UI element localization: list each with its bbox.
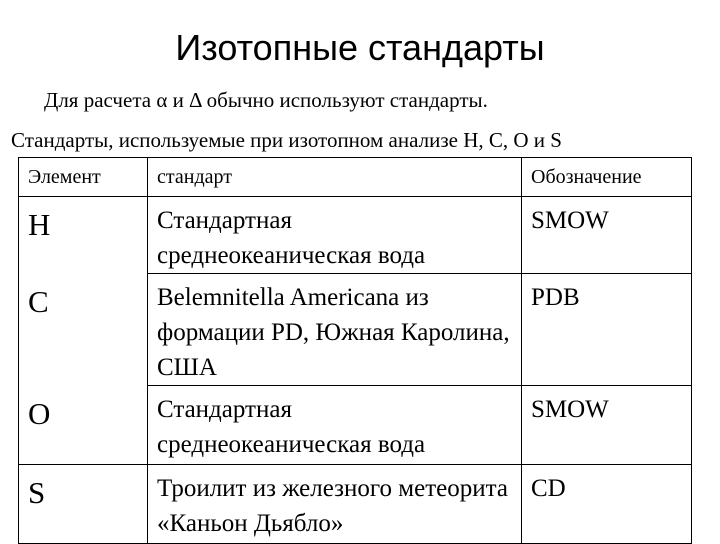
standards-table	[18, 157, 692, 544]
table-caption: Стандарты, используемые при изотопном анализе H, C, O и S	[11, 128, 562, 152]
cell-element: H	[19, 197, 148, 274]
cell-element: O	[19, 386, 148, 465]
table-header-row	[19, 158, 692, 197]
slide-subtitle: Для расчета α и Δ обычно используют стандарты.	[44, 88, 488, 112]
table-row-o	[19, 386, 692, 465]
cell-designation: SMOW	[522, 386, 692, 465]
cell-standard: Стандартная среднеокеаническая вода	[148, 386, 522, 465]
cell-designation: SMOW	[522, 197, 692, 274]
cell-standard: Стандартная среднеокеаническая вода	[148, 197, 522, 274]
cell-designation: PDB	[522, 274, 692, 386]
header-designation: Обозначение	[522, 158, 692, 197]
table-row-h	[19, 197, 692, 274]
cell-standard: Троилит из железного метеорита «Каньон Дьябло»	[148, 464, 522, 543]
table-row-s	[19, 464, 692, 543]
cell-designation: CD	[522, 464, 692, 543]
slide-title: Изотопные стандарты	[175, 27, 545, 68]
cell-element: S	[19, 464, 148, 543]
cell-standard: Belemnitella Americana из формации PD, Южная Каролина, США	[148, 274, 522, 386]
table-row-c	[19, 274, 692, 386]
header-standard: стандарт	[148, 158, 522, 197]
header-element: Элемент	[19, 158, 148, 197]
cell-element: C	[19, 274, 148, 386]
